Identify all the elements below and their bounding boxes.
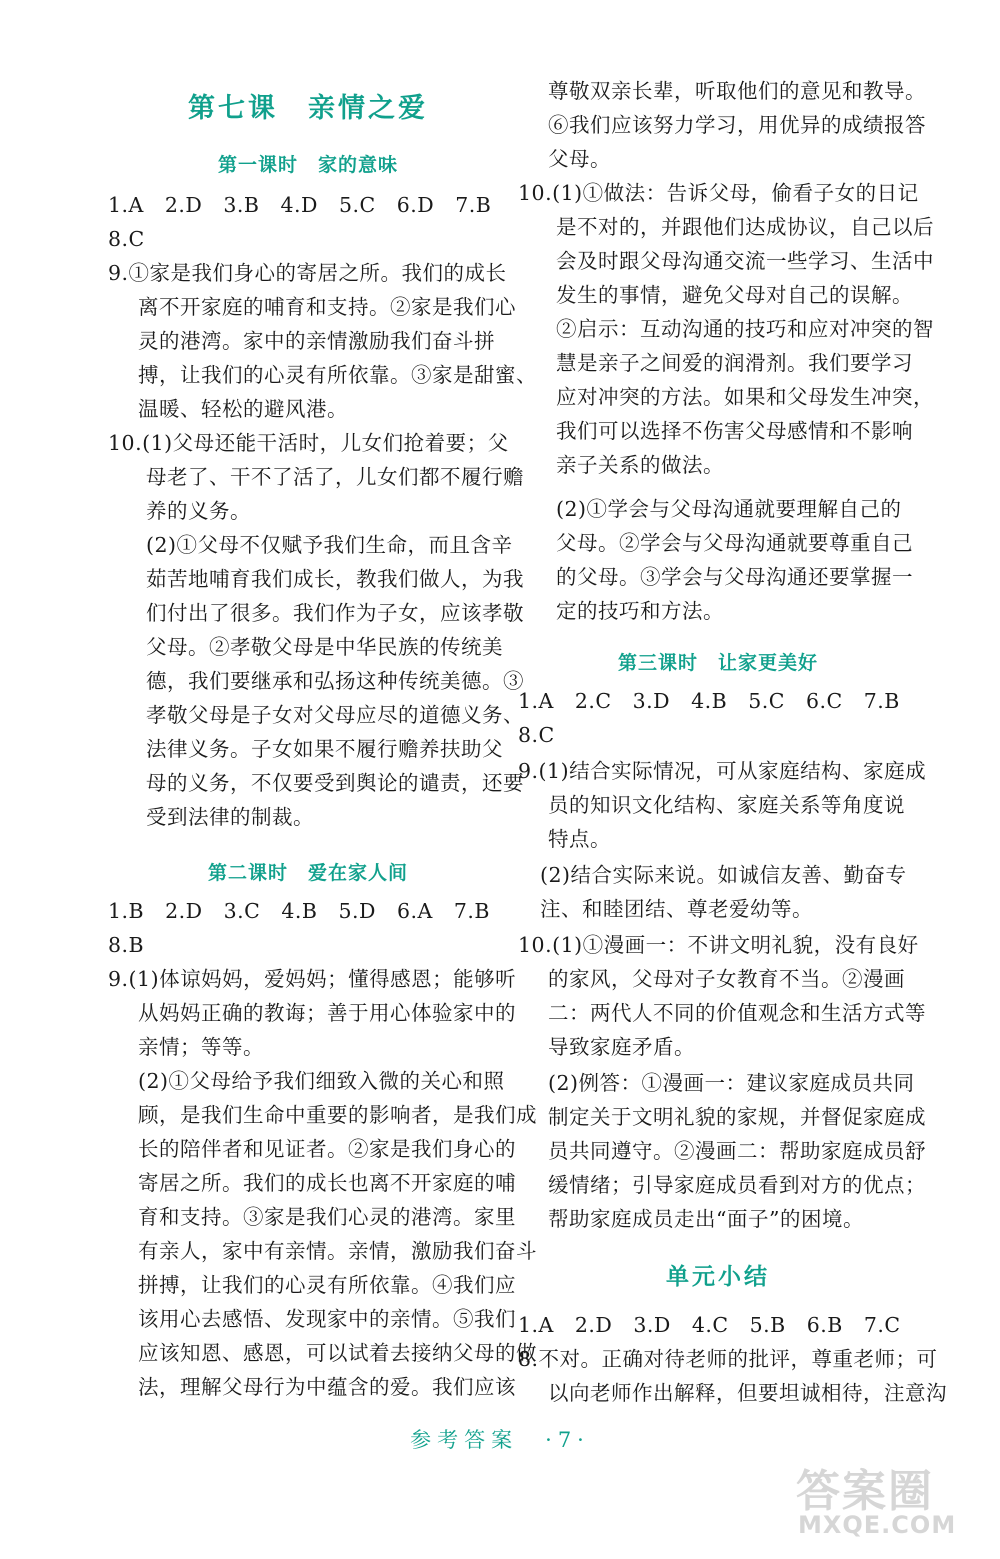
answer-line: 是不对的，并跟他们达成协议，自己以后 bbox=[556, 215, 934, 239]
answer-line: 有亲人，家中有亲情。亲情，激励我们奋斗 bbox=[138, 1239, 537, 1263]
answer-line: 拼搏，让我们的心灵有所依靠。④我们应 bbox=[138, 1273, 516, 1297]
answer-line: 8.B bbox=[108, 933, 145, 957]
answer-line: 的家风，父母对子女教育不当。②漫画 bbox=[548, 967, 905, 991]
answer-line: 父母。 bbox=[548, 147, 611, 171]
answer-line: 尊敬双亲长辈，听取他们的意见和教导。 bbox=[548, 79, 926, 103]
answer-line: (2)①父母不仅赋予我们生命，而且含辛 bbox=[146, 533, 513, 557]
watermark-logo bbox=[790, 1451, 990, 1551]
answer-line: 茹苦地哺育我们成长，教我们做人，为我 bbox=[146, 567, 524, 591]
section-title-3: 第三课时 让家更美好 bbox=[617, 652, 818, 674]
answer-line: 我们可以选择不伤害父母感情和不影响 bbox=[556, 419, 913, 443]
answer-line: 应对冲突的方法。如果和父母发生冲突， bbox=[556, 385, 934, 409]
answer-line: 们付出了很多。我们作为子女，应该孝敬 bbox=[146, 601, 524, 625]
section-title-2: 第二课时 爱在家人间 bbox=[207, 862, 408, 884]
answer-line: 温暖、轻松的避风港。 bbox=[138, 397, 348, 421]
answer-line: 该用心去感悟、发现家中的亲情。⑤我们 bbox=[138, 1307, 516, 1331]
answer-line: 离不开家庭的哺育和支持。②家是我们心 bbox=[138, 295, 516, 319]
answer-line: 法，理解父母行为中蕴含的爱。我们应该 bbox=[138, 1375, 516, 1399]
answer-line: 母老了、干不了活了，儿女们都不履行赡 bbox=[146, 465, 524, 489]
answer-line: (2)①学会与父母沟通就要理解自己的 bbox=[556, 497, 902, 521]
lesson-title: 第七课 亲情之爱 bbox=[188, 93, 428, 124]
answer-line: 慧是亲子之间爱的润滑剂。我们要学习 bbox=[556, 351, 913, 375]
answer-line: (2)①父母给予我们细致入微的关心和照 bbox=[138, 1069, 505, 1093]
answer-line: 亲情；等等。 bbox=[138, 1035, 264, 1059]
answer-line: 以向老师作出解释，但要坦诚相待，注意沟 bbox=[548, 1381, 947, 1405]
watermark-url: MXQE.COM bbox=[798, 1511, 957, 1539]
answer-line: 1.B 2.D 3.C 4.B 5.D 6.A 7.B bbox=[108, 899, 490, 923]
answer-line: 特点。 bbox=[548, 827, 611, 851]
answer-line: ②启示：互动沟通的技巧和应对冲突的智 bbox=[556, 317, 934, 341]
answer-line: 亲子关系的做法。 bbox=[556, 453, 724, 477]
page-footer: 参考答案 ·7· bbox=[410, 1428, 590, 1452]
answer-line: 长的陪伴者和见证者。②家是我们身心的 bbox=[138, 1137, 516, 1161]
answer-line: 9.①家是我们身心的寄居之所。我们的成长 bbox=[108, 261, 507, 285]
answer-line: 9.(1)结合实际情况，可从家庭结构、家庭成 bbox=[518, 759, 927, 783]
section-title-1: 第一课时 家的意味 bbox=[217, 154, 398, 176]
answer-line: 10.(1)①做法：告诉父母，偷看子女的日记 bbox=[518, 181, 919, 205]
answer-line: 德，我们要继承和弘扬这种传统美德。③ bbox=[146, 669, 524, 693]
answer-line: 育和支持。③家是我们心灵的港湾。家里 bbox=[138, 1205, 516, 1229]
answer-line: 会及时跟父母沟通交流一些学习、生活中 bbox=[556, 249, 934, 273]
answer-line: 顾，是我们生命中重要的影响者，是我们成 bbox=[138, 1103, 537, 1127]
answer-line: 应该知恩、感恩，可以试着去接纳父母的做 bbox=[138, 1341, 537, 1365]
answer-line: 1.A 2.C 3.D 4.B 5.C 6.C 7.B bbox=[518, 689, 900, 713]
watermark-text: 答案圈 bbox=[796, 1466, 934, 1517]
answer-line: 受到法律的制裁。 bbox=[146, 805, 314, 829]
answer-line: 父母。②孝敬父母是中华民族的传统美 bbox=[146, 635, 503, 659]
answer-line: 1.A 2.D 3.B 4.D 5.C 6.D 7.B bbox=[108, 193, 492, 217]
answer-line: 法律义务。子女如果不履行赡养扶助父 bbox=[146, 737, 503, 761]
answer-line: 帮助家庭成员走出“面子”的困境。 bbox=[548, 1207, 864, 1231]
answer-line: 10.(1)父母还能干活时，儿女们抢着要；父 bbox=[108, 431, 509, 455]
answer-line: 1.A 2.D 3.D 4.C 5.B 6.B 7.C bbox=[518, 1313, 901, 1337]
answer-line: 父母。②学会与父母沟通就要尊重自己 bbox=[556, 531, 913, 555]
answer-line: ⑥我们应该努力学习，用优异的成绩报答 bbox=[548, 113, 926, 137]
answer-line: 缓情绪；引导家庭成员看到对方的优点； bbox=[548, 1173, 926, 1197]
answer-line: 注、和睦团结、尊老爱幼等。 bbox=[540, 897, 813, 921]
answer-line: 养的义务。 bbox=[146, 499, 251, 523]
answer-line: 母的义务，不仅要受到舆论的谴责，还要 bbox=[146, 771, 524, 795]
answer-line: 员的知识文化结构、家庭关系等角度说 bbox=[548, 793, 905, 817]
answer-line: (2)例答：①漫画一：建议家庭成员共同 bbox=[548, 1071, 915, 1095]
answer-line: 发生的事情，避免父母对自己的误解。 bbox=[556, 283, 913, 307]
section-title-4: 单元小结 bbox=[666, 1264, 770, 1290]
answer-line: 搏，让我们的心灵有所依靠。③家是甜蜜、 bbox=[138, 363, 537, 387]
answer-line: 8.C bbox=[518, 723, 555, 747]
answer-line: 二：两代人不同的价值观念和生活方式等 bbox=[548, 1001, 926, 1025]
answer-line: 员共同遵守。②漫画二：帮助家庭成员舒 bbox=[548, 1139, 926, 1163]
answer-line: 从妈妈正确的教诲；善于用心体验家中的 bbox=[138, 1001, 516, 1025]
answer-line: 9.(1)体谅妈妈，爱妈妈；懂得感恩；能够听 bbox=[108, 967, 517, 991]
answer-line: 定的技巧和方法。 bbox=[556, 599, 724, 623]
answer-line: (2)结合实际来说。如诚信友善、勤奋专 bbox=[540, 863, 907, 887]
answer-line: 寄居之所。我们的成长也离不开家庭的哺 bbox=[138, 1171, 516, 1195]
answer-line: 10.(1)①漫画一：不讲文明礼貌，没有良好 bbox=[518, 933, 919, 957]
answer-line: 导致家庭矛盾。 bbox=[548, 1035, 695, 1059]
answer-line: 灵的港湾。家中的亲情激励我们奋斗拼 bbox=[138, 329, 495, 353]
answer-line: 制定关于文明礼貌的家规，并督促家庭成 bbox=[548, 1105, 926, 1129]
answer-line: 8.C bbox=[108, 227, 145, 251]
answer-line: 8.不对。正确对待老师的批评，尊重老师；可 bbox=[518, 1347, 938, 1371]
answer-line: 的父母。③学会与父母沟通还要掌握一 bbox=[556, 565, 913, 589]
answer-line: 孝敬父母是子女对父母应尽的道德义务、 bbox=[146, 703, 524, 727]
